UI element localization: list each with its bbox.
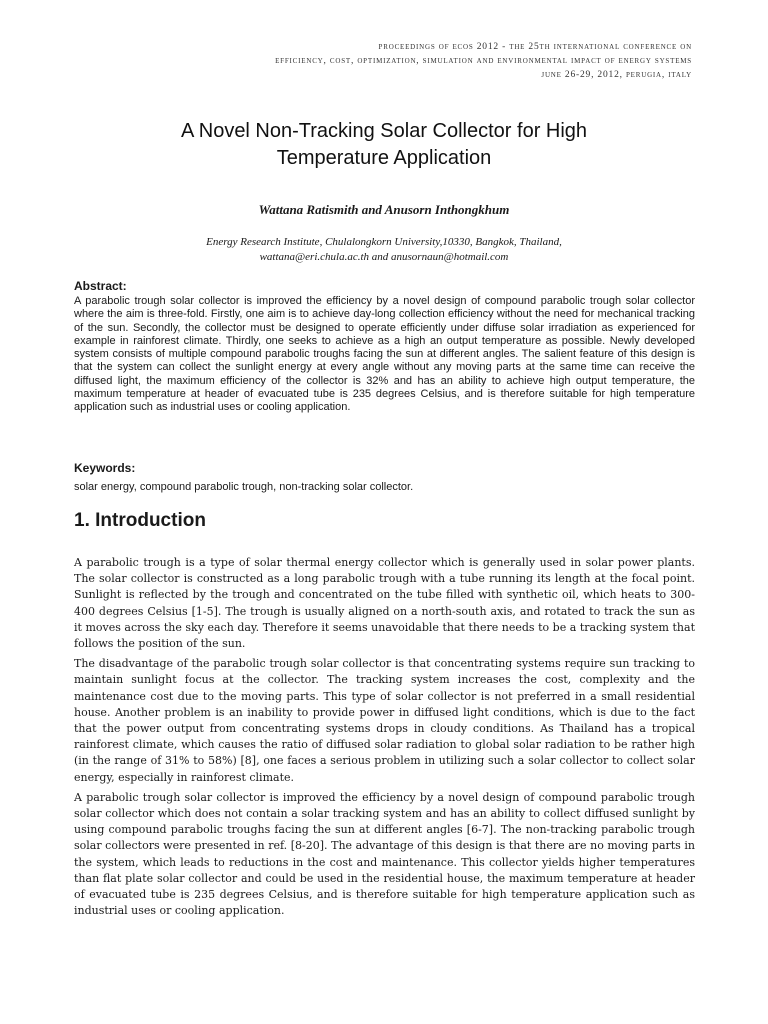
title-line-1: A Novel Non-Tracking Solar Collector for High bbox=[180, 120, 588, 142]
authors: Wattana Ratismith and Anusorn Inthongkhum bbox=[258, 202, 510, 217]
abstract-heading: Abstract: bbox=[74, 279, 127, 293]
affiliation-line-1: Energy Research Institute, Chulalongkorn University,10330, Bangkok, Thailand, bbox=[206, 236, 562, 248]
header-line-2: efficiency, cost, optimization, simulation and environmental impact of energy systems bbox=[275, 56, 692, 66]
intro-paragraph-2: The disadvantage of the parabolic trough solar collector is that concentrating systems require sun tracking to maintain sunlight focus at the collector. The tracking system increases the cost, complexity and the maintenance cost due to the moving parts. This type of solar collector is not preferred in a small residential house. Another problem is an inability to provide power in diffused light conditions, which is due to the fact that the power output from concentrating systems drops in cloudy conditions. As Thailand has a tropical rainforest climate, which causes the ratio of diffused solar radiation to global solar radiation to be rather high (in the range of 31% to 58%) [8], one faces a serious problem in utilizing such a solar collector to collect solar energy, especially in rainforest climate. bbox=[74, 657, 695, 784]
introduction-body bbox=[74, 555, 695, 923]
header-line-3: june 26-29, 2012, perugia, italy bbox=[541, 70, 692, 80]
affiliation-emails: wattana@eri.chula.ac.th and anusornaun@hotmail.com bbox=[259, 251, 509, 263]
header-line-1: proceedings of ecos 2012 - the 25th international conference on bbox=[378, 42, 692, 52]
keywords-text: solar energy, compound parabolic trough, non-tracking solar collector. bbox=[74, 481, 414, 493]
abstract-text: A parabolic trough solar collector is improved the efficiency by a novel design of compound parabolic trough solar collector where the aim is three-fold. Firstly, one aim is to achieve day-long collection efficiency without the need for mechanical tracking of the sun. Secondly, the collector must be designed to operate efficiently under diffuse solar irradiation as experienced for example in rainforest climate. Thirdly, one seeks to achieve as a high an output temperature as possible. Newly developed system consists of multiple compound parabolic troughs facing the sun at different angles. The salient feature of this design is that the system can collect the sunlight energy at every angle without any moving parts at the same time can receive the diffused light, the maximum efficiency of the collector is 32% and has an ability to achieve high output temperature, the maximum temperature at header of evacuated tube is 235 degrees Celsius, and is therefore suitable for high temperature application such as industrial uses or cooling application. bbox=[74, 295, 695, 414]
running-header bbox=[275, 40, 692, 82]
title-line-2: Temperature Application bbox=[276, 147, 492, 169]
intro-paragraph-1: A parabolic trough is a type of solar thermal energy collector which is generally used in solar power plants. The solar collector is constructed as a long parabolic trough with a tube running its length at the focal point. Sunlight is reflected by the trough and concentrated on the tube filled with synthetic oil, which heats to 300-400 degrees Celsius [1-5]. The trough is usually aligned on a north-south axis, and rotated to track the sun as it moves across the sky each day. Therefore it seems unavoidable that there needs to be a tracking system that follows the position of the sun. bbox=[74, 556, 695, 651]
intro-paragraph-3: A parabolic trough solar collector is improved the efficiency by a novel design of compound parabolic trough solar collector which does not contain a solar tracking system and has an ability to collect diffused sunlight by using compound parabolic troughs facing the sun at different angles [6-7]. The non-tracking parabolic trough solar collectors were presented in ref. [8-20]. The advantage of this design is that there are no moving parts in the system, which leads to reductions in the cost and maintenance. This collector yields higher temperatures than flat plate solar collector and could be used in the residential house, the maximum temperature at header of evacuated tube is 235 degrees Celsius, and is therefore suitable for high temperature application such as industrial uses or cooling application. bbox=[74, 790, 695, 918]
introduction-heading: 1. Introduction bbox=[74, 510, 206, 531]
affiliation bbox=[74, 235, 694, 265]
paper-title bbox=[74, 118, 694, 172]
keywords-heading: Keywords: bbox=[74, 461, 136, 475]
